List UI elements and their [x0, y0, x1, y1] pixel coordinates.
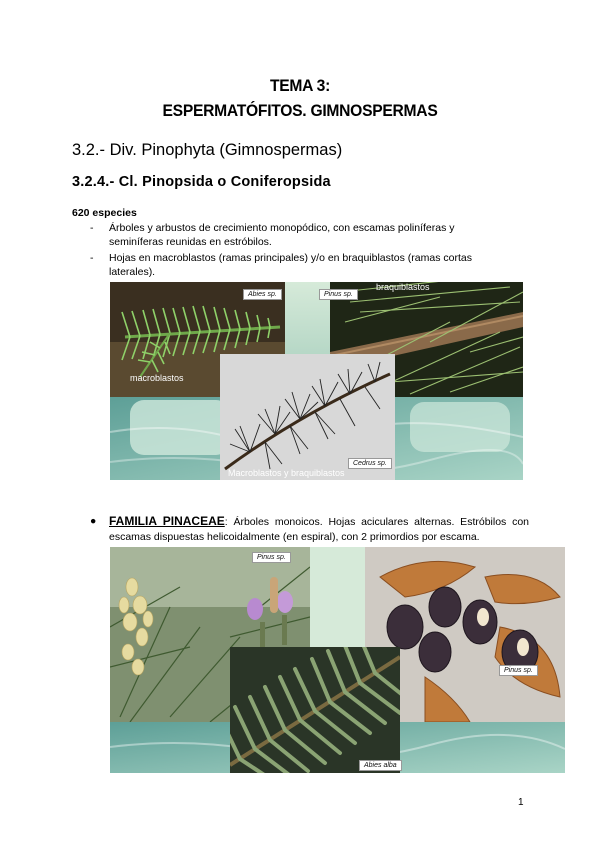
- label-pinus-top: Pinus sp.: [252, 552, 291, 563]
- pinaceae-photo-collage: [110, 547, 565, 773]
- conifer-photo-collage: [110, 282, 523, 480]
- dash-marker: -: [90, 252, 94, 264]
- caption-macro-braqui: Macroblastos y braquiblastos: [228, 468, 345, 478]
- caption-macroblastos: macroblastos: [130, 373, 184, 383]
- family-name: FAMILIA PINACEAE: [109, 514, 225, 528]
- label-pinus: Pinus sp.: [319, 289, 358, 300]
- list-item-text: Árboles y arbustos de crecimiento monopódico, con escamas poliníferas y seminíferas reunidas en estróbilos.: [109, 222, 455, 248]
- label-pinus-right: Pinus sp.: [499, 665, 538, 676]
- family-text: : Árboles monoicos. Hojas aciculares alternas. Estróbilos con escamas dispuestas helicoidalmente (en espiral), con 2 primordios por escama.: [109, 516, 529, 543]
- title-line-2: ESPERMATÓFITOS. GIMNOSPERMAS: [162, 101, 438, 120]
- dash-marker: -: [90, 222, 94, 234]
- bullet-icon: ●: [90, 515, 97, 527]
- page-number: 1: [518, 797, 524, 808]
- label-abies: Abies sp.: [243, 289, 282, 300]
- list-item-text: Hojas en macroblastos (ramas principales) y/o en braquiblastos (ramas cortas laterales).: [109, 252, 472, 278]
- species-count: 620 especies: [72, 207, 137, 219]
- subsection-heading: 3.2.4.- Cl. Pinopsida o Coniferopsida: [72, 174, 331, 190]
- abies-alba-needles-photo: [230, 647, 400, 773]
- family-description: [109, 514, 529, 545]
- title-line-1: TEMA 3:: [269, 76, 331, 95]
- label-abies-alba: Abies alba: [359, 760, 402, 771]
- caption-braquiblastos: braquiblastos: [376, 282, 430, 292]
- section-heading: 3.2.- Div. Pinophyta (Gimnospermas): [72, 141, 343, 159]
- label-cedrus: Cedrus sp.: [348, 458, 392, 469]
